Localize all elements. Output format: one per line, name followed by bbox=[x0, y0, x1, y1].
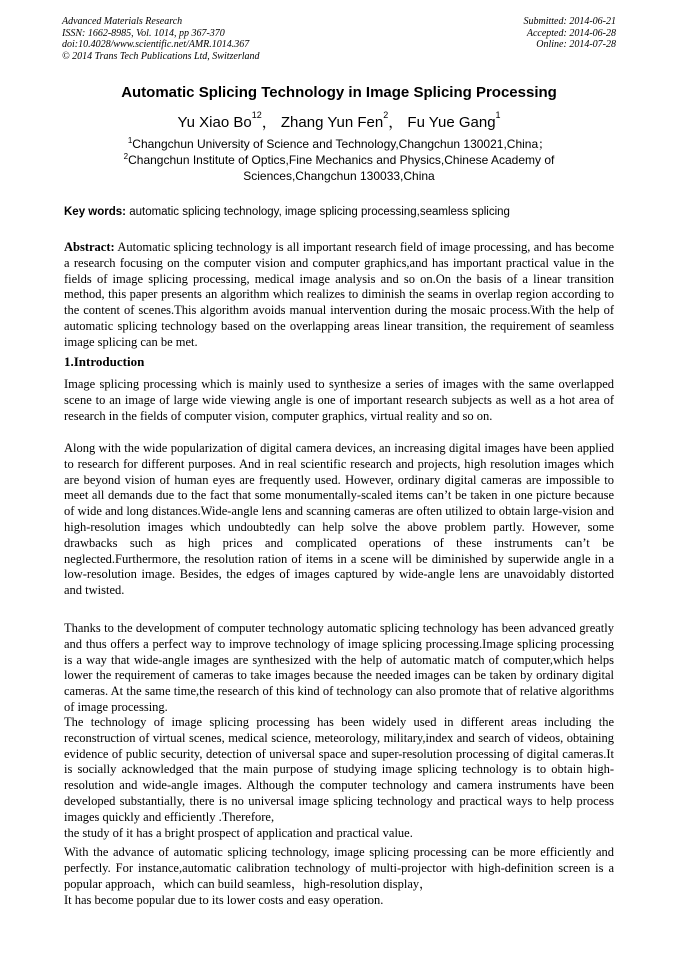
paragraph: The technology of image splicing processing has been widely used in different areas including the reconstruction of virtual scenes, medical science, meteorology, military,index and search of videos, obtaining evidence of public security, detection of universal space and super-resolution processing of digital cameras.It is socially acknowledged that the main purpose of studying image splicing technology is to obtain high-resolution and wide-angle images. Although the computer technology and camera instruments have been developed substantially, there is no universal image splicing technology and practical ways to help process images quickly and efficiently .Therefore, bbox=[64, 715, 614, 824]
affiliation-1 bbox=[90, 136, 588, 152]
paragraph: With the advance of automatic splicing technology, image splicing processing can be more efficiently and perfectly. For instance,automatic calibration technology of multi-projector with high-definition screen is a popular approach，which can build seamless，high-resolution display， bbox=[64, 845, 614, 891]
author-affiliation-mark: 12 bbox=[251, 110, 262, 120]
author-affiliation-mark: 1 bbox=[495, 110, 501, 120]
abstract bbox=[64, 240, 614, 351]
affiliation-2 bbox=[90, 152, 588, 184]
issn-line: ISSN: 1662-8985, Vol. 1014, pp 367-370 bbox=[62, 27, 225, 39]
affiliation-mark: 2 bbox=[123, 152, 129, 161]
paper-title: Automatic Splicing Technology in Image Splicing Processing bbox=[121, 84, 557, 101]
author-name: Fu Yue Gang bbox=[407, 114, 496, 131]
author-separator: ， bbox=[261, 114, 277, 131]
journal-header-left bbox=[62, 16, 362, 62]
paragraph: Along with the wide popularization of digital camera devices, an increasing digital images have been applied to research for different purposes. And in real scientific research and projects, high resolution images which are beyond vision of human eyes are frequently used. However, ordinary digital cameras are impossible to meet all demands due to the fact that some monumentally-scaled items can’t be taken in one picture because of wide and long distances.Wide-angle lens and scanning cameras are often utilized to obtain large-vision and high-resolution images which undoubtedly can help solve the above problem partly. However, some drawbacks such as high prices and complicated operations of these instruments can’t be neglected.Furthermore, the resolution ration of items in a scene will be diminished by superwide angle in a low-resolution image. Besides, the edges of images captured by wide-angle lens are unavoidably distorted and twisted. bbox=[64, 441, 614, 598]
author-name: Yu Xiao Bo bbox=[177, 114, 252, 131]
paragraph: Image splicing processing which is mainly used to synthesize a series of images with the same overlapped scene to an image of large wide viewing angle is one of important research subjects as well as a hot area of research in the fields of computer vision, computer graphics, virtual reality and so on. bbox=[64, 377, 614, 423]
doi-line[interactable]: doi:10.4028/www.scientific.net/AMR.1014.367 bbox=[62, 39, 250, 50]
paragraph: It has become popular due to its lower costs and easy operation. bbox=[64, 893, 384, 907]
abstract-text: Automatic splicing technology is all important research field of image processing, and has become a research focusing on the computer vision and computer graphics,and has important practical value in the fields of image splicing processing, medical image analysis and so on.On the basis of a linear transition method, this paper presents an algorithm which realizes to diminish the seams in overlap region according to the content of scenes.This algorithm avoids manual intervention during the mosaic process.With the help of automatic splicing technology based on the overlapping areas linear transition, the requirement of seamless image splicing can be met. bbox=[64, 240, 614, 349]
section-heading: 1.Introduction bbox=[64, 354, 145, 369]
author-affiliation-mark: 2 bbox=[383, 110, 389, 120]
journal-name: Advanced Materials Research bbox=[62, 16, 183, 27]
paragraph: the study of it has a bright prospect of application and practical value. bbox=[64, 826, 413, 840]
author-separator: ， bbox=[388, 114, 404, 131]
online-date: Online: 2014-07-28 bbox=[536, 39, 616, 50]
keywords bbox=[64, 206, 624, 218]
affiliation-mark: 1 bbox=[127, 136, 133, 145]
affiliation-text: Changchun Institute of Optics,Fine Mechanics and Physics,Chinese Academy of Sciences,Changchun 130033,China bbox=[128, 153, 555, 183]
author-list bbox=[40, 112, 638, 134]
submitted-date: Submitted: 2014-06-21 bbox=[523, 16, 616, 27]
affiliation-text: Changchun University of Science and Technology,Changchun 130021,China； bbox=[132, 137, 551, 151]
copyright-line: © 2014 Trans Tech Publications Ltd, Switzerland bbox=[62, 50, 260, 62]
abstract-label: Abstract: bbox=[64, 240, 115, 254]
paragraph: Thanks to the development of computer technology automatic splicing technology has been advanced greatly and thus offers a perfect way to improve technology of image splicing processing.Image splicing processing is a way that wide-angle images are synthesized with the help of automatic match of computer,which helps lower the requirement of cameras to take images because the needed images can be taken by ordinary digital cameras. At the same time,the research of this kind of technology can also promote that of relative algorithms of image processing. bbox=[64, 621, 614, 714]
keywords-text: automatic splicing technology, image splicing processing,seamless splicing bbox=[129, 206, 510, 218]
keywords-label: Key words: bbox=[64, 206, 126, 218]
journal-header-right bbox=[396, 16, 616, 51]
author-name: Zhang Yun Fen bbox=[280, 114, 384, 131]
accepted-date: Accepted: 2014-06-28 bbox=[526, 27, 616, 39]
